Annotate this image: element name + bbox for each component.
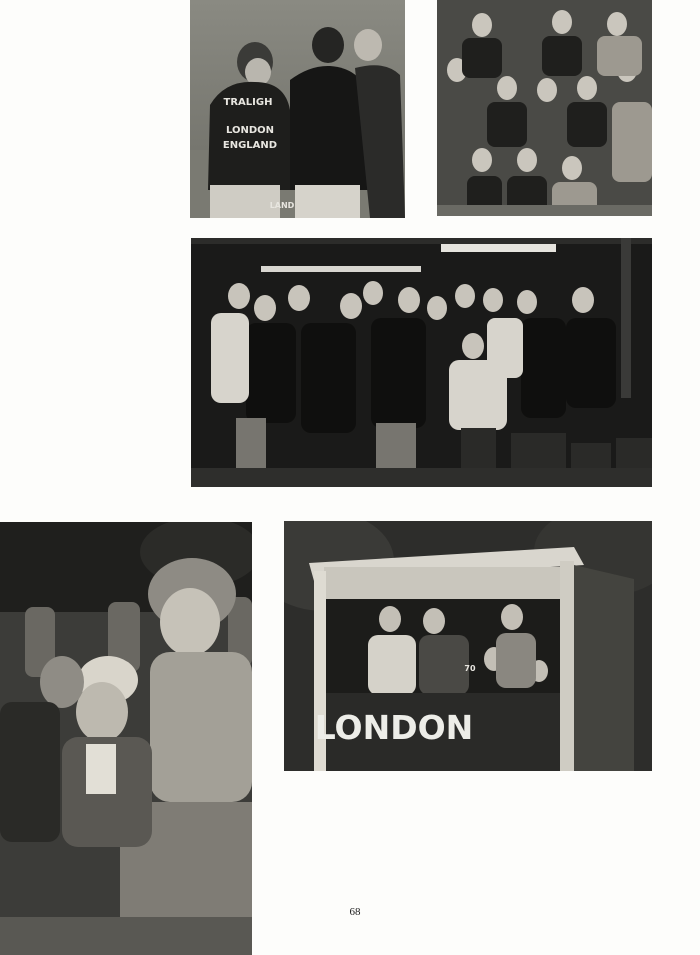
jacket-text-line-2: LONDON [225, 125, 275, 136]
booth-sign-text: LONDON [314, 708, 474, 747]
photo-london-booth [284, 521, 652, 771]
jacket-text-line-3: ENGLAND [222, 140, 278, 151]
photo-student-group [191, 238, 652, 487]
jacket-text-line-1: TRALIGH [223, 97, 273, 108]
photo-crowd-bleachers [437, 0, 652, 216]
photo-boys-closeup [0, 522, 252, 955]
booth-jacket-number: 70 [464, 664, 476, 673]
photo-jacket-boys [190, 0, 405, 218]
jacket-text-back: LAND [269, 201, 295, 210]
page-number: 68 [349, 906, 361, 918]
